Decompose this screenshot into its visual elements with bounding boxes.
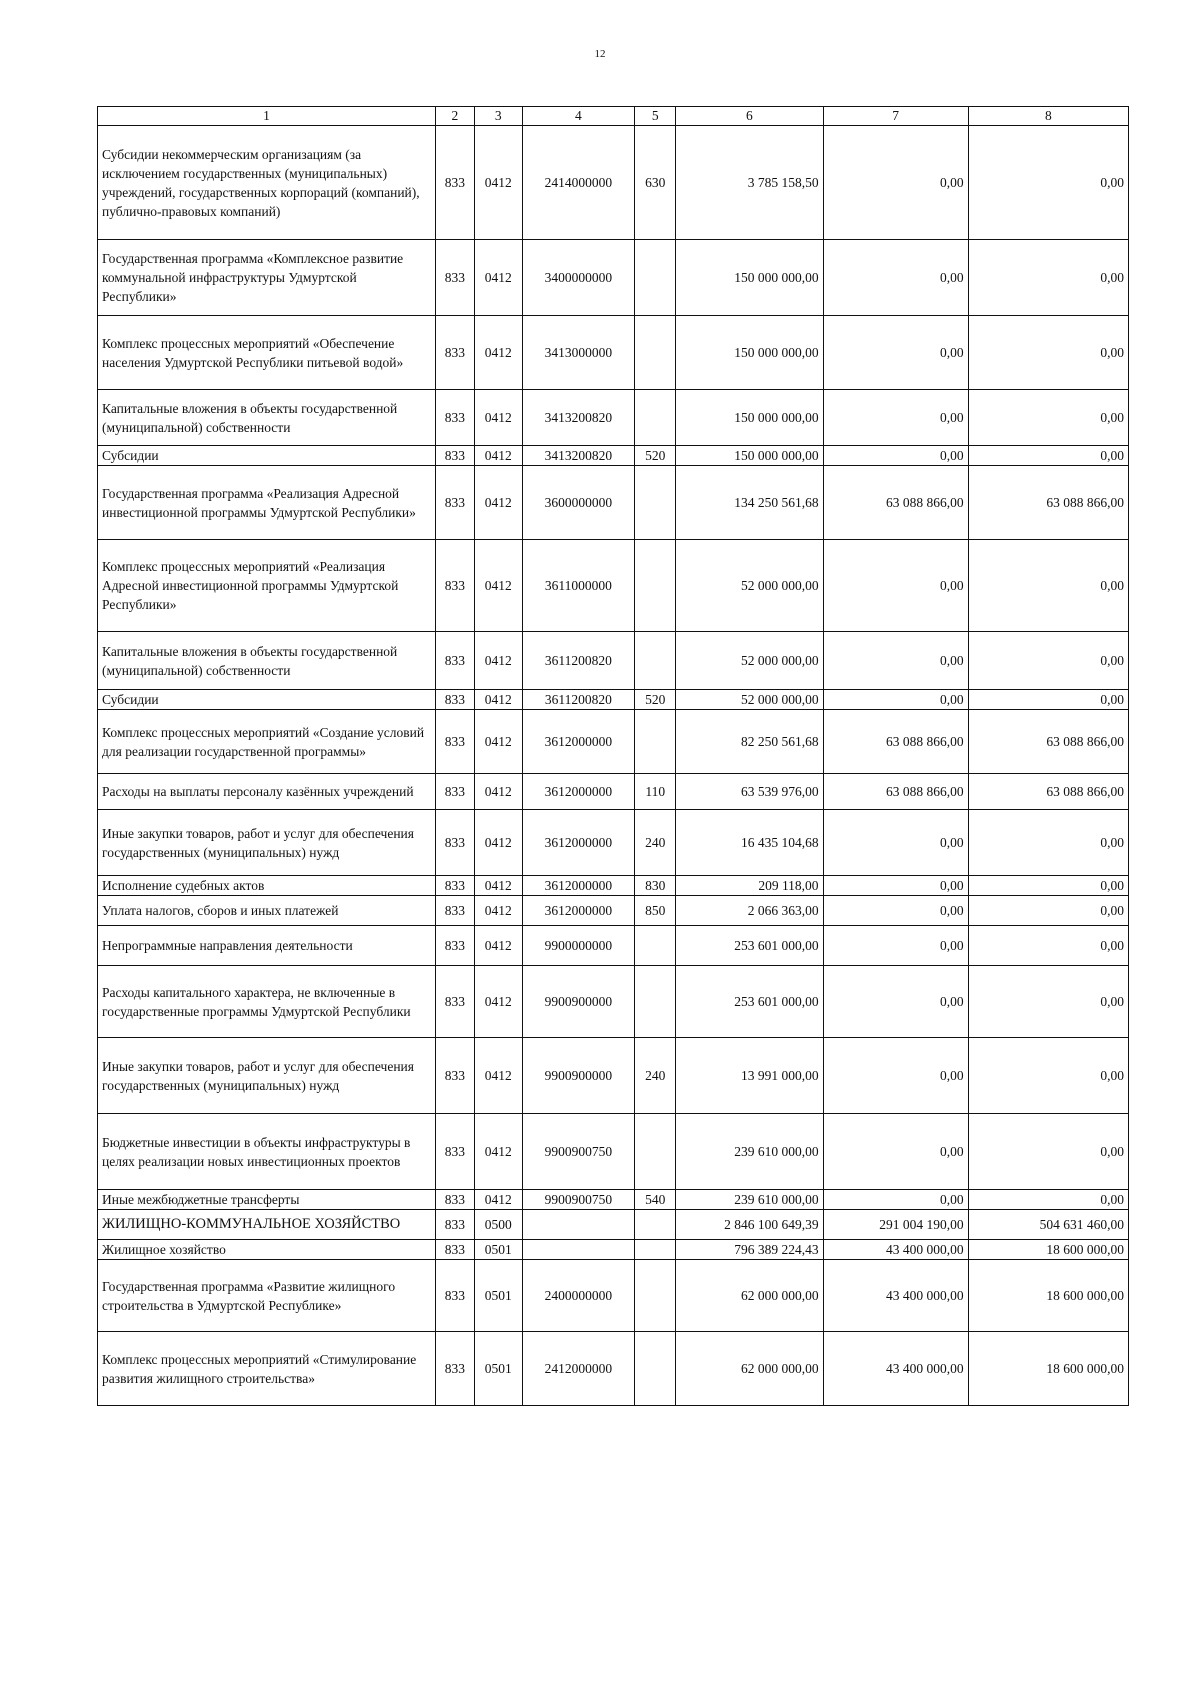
table-row: [98, 774, 1129, 810]
table-row: [98, 1260, 1129, 1332]
table-row: [98, 876, 1129, 896]
table-cell: 833: [435, 710, 474, 774]
table-cell: 0412: [474, 466, 522, 540]
header-cell: 8: [968, 107, 1128, 126]
table-cell: 2412000000: [522, 1332, 635, 1406]
table-cell: 833: [435, 1190, 474, 1210]
table-cell: 0412: [474, 240, 522, 316]
table-cell: 0,00: [968, 690, 1128, 710]
table-row: [98, 1190, 1129, 1210]
table-cell: 253 601 000,00: [676, 926, 823, 966]
table-cell: 240: [635, 810, 676, 876]
table-cell: 63 088 866,00: [968, 466, 1128, 540]
table-cell: [522, 1210, 635, 1240]
table-row: [98, 540, 1129, 632]
table-cell: Субсидии некоммерческим организациям (за исключением государственных (муниципальных) учреждений, государственных корпораций (компаний), публично-правовых компаний): [98, 126, 436, 240]
table-cell: [522, 1240, 635, 1260]
table-cell: 3413200820: [522, 390, 635, 446]
table-cell: 520: [635, 446, 676, 466]
table-cell: 833: [435, 896, 474, 926]
table-cell: 0412: [474, 390, 522, 446]
table-cell: 3612000000: [522, 774, 635, 810]
table-cell: 3413000000: [522, 316, 635, 390]
table-cell: Комплекс процессных мероприятий «Реализация Адресной инвестиционной программы Удмуртской Республики»: [98, 540, 436, 632]
table-cell: 0412: [474, 126, 522, 240]
table-cell: 0,00: [823, 966, 968, 1038]
table-cell: 3413200820: [522, 446, 635, 466]
table-cell: 833: [435, 1038, 474, 1114]
table-cell: 3612000000: [522, 876, 635, 896]
table-cell: Непрограммные направления деятельности: [98, 926, 436, 966]
table-row: [98, 1332, 1129, 1406]
table-cell: 833: [435, 466, 474, 540]
table-cell: Бюджетные инвестиции в объекты инфраструктуры в целях реализации новых инвестиционных проектов: [98, 1114, 436, 1190]
table-cell: 0,00: [968, 126, 1128, 240]
table-cell: 0,00: [968, 1190, 1128, 1210]
table-cell: 18 600 000,00: [968, 1332, 1128, 1406]
header-cell: 4: [522, 107, 635, 126]
table-cell: [635, 1114, 676, 1190]
table-cell: 3400000000: [522, 240, 635, 316]
table-cell: 150 000 000,00: [676, 240, 823, 316]
table-cell: 0,00: [823, 926, 968, 966]
table-cell: 0,00: [823, 896, 968, 926]
table-cell: 63 088 866,00: [823, 774, 968, 810]
table-cell: 0,00: [968, 926, 1128, 966]
table-cell: 0,00: [823, 126, 968, 240]
table-cell: 0412: [474, 632, 522, 690]
header-cell: 5: [635, 107, 676, 126]
table-cell: ЖИЛИЩНО-КОММУНАЛЬНОЕ ХОЗЯЙСТВО: [98, 1210, 436, 1240]
table-cell: [635, 540, 676, 632]
table-cell: [635, 966, 676, 1038]
table-cell: Расходы капитального характера, не включенные в государственные программы Удмуртской Республики: [98, 966, 436, 1038]
table-cell: Субсидии: [98, 446, 436, 466]
table-row: [98, 1240, 1129, 1260]
table-cell: [635, 632, 676, 690]
table-cell: 9900900750: [522, 1190, 635, 1210]
table-cell: 0412: [474, 774, 522, 810]
table-cell: 3612000000: [522, 710, 635, 774]
table-cell: 16 435 104,68: [676, 810, 823, 876]
table-cell: 18 600 000,00: [968, 1240, 1128, 1260]
table-row: [98, 1210, 1129, 1240]
table-cell: 0412: [474, 540, 522, 632]
table-cell: 833: [435, 926, 474, 966]
table-cell: 63 088 866,00: [968, 774, 1128, 810]
table-cell: 0,00: [968, 810, 1128, 876]
table-cell: 3611200820: [522, 632, 635, 690]
table-cell: 0412: [474, 1114, 522, 1190]
table-cell: 2414000000: [522, 126, 635, 240]
table-row: [98, 390, 1129, 446]
table-cell: 43 400 000,00: [823, 1332, 968, 1406]
table-cell: 833: [435, 316, 474, 390]
table-cell: [635, 466, 676, 540]
table-cell: 0,00: [968, 390, 1128, 446]
table-cell: 833: [435, 446, 474, 466]
table-cell: 150 000 000,00: [676, 316, 823, 390]
table-cell: 2400000000: [522, 1260, 635, 1332]
table-row: [98, 240, 1129, 316]
table-cell: 0,00: [968, 966, 1128, 1038]
table-cell: 540: [635, 1190, 676, 1210]
table-cell: Иные межбюджетные трансферты: [98, 1190, 436, 1210]
table-cell: 833: [435, 1332, 474, 1406]
table-cell: 630: [635, 126, 676, 240]
header-cell: 7: [823, 107, 968, 126]
table-cell: 0,00: [968, 540, 1128, 632]
table-cell: [635, 1332, 676, 1406]
table-cell: 0412: [474, 1190, 522, 1210]
table-cell: 18 600 000,00: [968, 1260, 1128, 1332]
budget-table: [97, 106, 1129, 1406]
table-row: [98, 1038, 1129, 1114]
table-cell: 0,00: [823, 876, 968, 896]
table-cell: 110: [635, 774, 676, 810]
table-cell: [635, 1210, 676, 1240]
table-cell: 833: [435, 810, 474, 876]
table-cell: 63 088 866,00: [823, 710, 968, 774]
table-cell: Субсидии: [98, 690, 436, 710]
table-cell: Государственная программа «Реализация Адресной инвестиционной программы Удмуртской Республики»: [98, 466, 436, 540]
table-cell: 0,00: [968, 240, 1128, 316]
table-cell: [635, 316, 676, 390]
table-cell: 63 539 976,00: [676, 774, 823, 810]
table-cell: [635, 240, 676, 316]
table-cell: 9900900000: [522, 1038, 635, 1114]
table-cell: 62 000 000,00: [676, 1260, 823, 1332]
table-cell: 239 610 000,00: [676, 1190, 823, 1210]
table-row: [98, 926, 1129, 966]
table-row: [98, 126, 1129, 240]
table-cell: 63 088 866,00: [968, 710, 1128, 774]
table-cell: 833: [435, 632, 474, 690]
table-cell: 2 846 100 649,39: [676, 1210, 823, 1240]
table-cell: 833: [435, 690, 474, 710]
table-cell: [635, 1260, 676, 1332]
table-cell: 833: [435, 540, 474, 632]
table-cell: 833: [435, 876, 474, 896]
header-cell: 2: [435, 107, 474, 126]
header-cell: 3: [474, 107, 522, 126]
table-cell: 0412: [474, 926, 522, 966]
table-cell: 13 991 000,00: [676, 1038, 823, 1114]
table-cell: Жилищное хозяйство: [98, 1240, 436, 1260]
table-cell: [635, 926, 676, 966]
table-cell: 0,00: [823, 1190, 968, 1210]
table-cell: 0,00: [823, 390, 968, 446]
table-cell: 0412: [474, 710, 522, 774]
table-cell: 0412: [474, 316, 522, 390]
table-cell: 504 631 460,00: [968, 1210, 1128, 1240]
table-cell: [635, 1240, 676, 1260]
table-body: [98, 126, 1129, 1406]
table-cell: Комплекс процессных мероприятий «Создание условий для реализации государственной программы»: [98, 710, 436, 774]
table-cell: 833: [435, 240, 474, 316]
table-cell: 0,00: [823, 240, 968, 316]
table-cell: 52 000 000,00: [676, 540, 823, 632]
table-cell: 239 610 000,00: [676, 1114, 823, 1190]
header-cell: 6: [676, 107, 823, 126]
table-cell: 63 088 866,00: [823, 466, 968, 540]
table-cell: 0,00: [968, 876, 1128, 896]
table-row: [98, 1114, 1129, 1190]
table-cell: 833: [435, 966, 474, 1038]
table-row: [98, 316, 1129, 390]
table-cell: 0,00: [823, 1114, 968, 1190]
table-cell: 43 400 000,00: [823, 1240, 968, 1260]
table-cell: 3600000000: [522, 466, 635, 540]
table-cell: 52 000 000,00: [676, 632, 823, 690]
table-cell: 0,00: [823, 690, 968, 710]
table-cell: 833: [435, 126, 474, 240]
table-cell: 0,00: [968, 1038, 1128, 1114]
table-cell: 0,00: [968, 896, 1128, 926]
table-row: [98, 632, 1129, 690]
table-cell: 291 004 190,00: [823, 1210, 968, 1240]
table-cell: 52 000 000,00: [676, 690, 823, 710]
table-cell: 0,00: [968, 1114, 1128, 1190]
table-cell: 0,00: [968, 316, 1128, 390]
table-cell: 796 389 224,43: [676, 1240, 823, 1260]
table-cell: 850: [635, 896, 676, 926]
table-cell: 0501: [474, 1260, 522, 1332]
table-cell: 0,00: [968, 446, 1128, 466]
table-cell: 0,00: [823, 316, 968, 390]
table-cell: 0,00: [968, 632, 1128, 690]
table-cell: 0501: [474, 1240, 522, 1260]
table-cell: 833: [435, 774, 474, 810]
table-cell: 0412: [474, 446, 522, 466]
table-row: [98, 810, 1129, 876]
table-cell: Иные закупки товаров, работ и услуг для обеспечения государственных (муниципальных) нужд: [98, 810, 436, 876]
table-cell: 830: [635, 876, 676, 896]
table-cell: 9900900750: [522, 1114, 635, 1190]
table-cell: 833: [435, 1114, 474, 1190]
table-cell: Комплекс процессных мероприятий «Стимулирование развития жилищного строительства»: [98, 1332, 436, 1406]
table-cell: 0501: [474, 1332, 522, 1406]
table-cell: 0412: [474, 896, 522, 926]
table-cell: 0,00: [823, 540, 968, 632]
table-cell: 0,00: [823, 1038, 968, 1114]
table-cell: Государственная программа «Комплексное развитие коммунальной инфраструктуры Удмуртской Республики»: [98, 240, 436, 316]
table-cell: Капитальные вложения в объекты государственной (муниципальной) собственности: [98, 632, 436, 690]
table-cell: Капитальные вложения в объекты государственной (муниципальной) собственности: [98, 390, 436, 446]
table-cell: 0500: [474, 1210, 522, 1240]
table-row: [98, 896, 1129, 926]
header-row: [98, 107, 1129, 126]
table-cell: 833: [435, 1260, 474, 1332]
table-cell: 3 785 158,50: [676, 126, 823, 240]
table-cell: 0412: [474, 810, 522, 876]
table-cell: 0,00: [823, 446, 968, 466]
table-row: [98, 446, 1129, 466]
table-cell: 9900900000: [522, 966, 635, 1038]
table-cell: 833: [435, 1240, 474, 1260]
table-cell: 0,00: [823, 810, 968, 876]
table-cell: 520: [635, 690, 676, 710]
table-cell: 0412: [474, 876, 522, 896]
table-cell: Государственная программа «Развитие жилищного строительства в Удмуртской Республике»: [98, 1260, 436, 1332]
header-cell: 1: [98, 107, 436, 126]
table-cell: 3612000000: [522, 810, 635, 876]
table-cell: 150 000 000,00: [676, 446, 823, 466]
table-cell: Исполнение судебных актов: [98, 876, 436, 896]
table-cell: Уплата налогов, сборов и иных платежей: [98, 896, 436, 926]
table-row: [98, 466, 1129, 540]
table-header: [98, 107, 1129, 126]
table-cell: 2 066 363,00: [676, 896, 823, 926]
table-cell: 833: [435, 1210, 474, 1240]
table-cell: Расходы на выплаты персоналу казённых учреждений: [98, 774, 436, 810]
table-row: [98, 710, 1129, 774]
table-cell: 150 000 000,00: [676, 390, 823, 446]
table-cell: 253 601 000,00: [676, 966, 823, 1038]
table-cell: [635, 710, 676, 774]
table-cell: 833: [435, 390, 474, 446]
table-cell: 209 118,00: [676, 876, 823, 896]
table-cell: 0412: [474, 966, 522, 1038]
table-cell: 3611200820: [522, 690, 635, 710]
table-cell: Иные закупки товаров, работ и услуг для обеспечения государственных (муниципальных) нужд: [98, 1038, 436, 1114]
table-cell: 3612000000: [522, 896, 635, 926]
table-cell: 9900000000: [522, 926, 635, 966]
page-number: 12: [594, 48, 606, 60]
table-row: [98, 690, 1129, 710]
table-cell: 82 250 561,68: [676, 710, 823, 774]
table-cell: 240: [635, 1038, 676, 1114]
table-cell: 3611000000: [522, 540, 635, 632]
table-cell: 134 250 561,68: [676, 466, 823, 540]
table-cell: Комплекс процессных мероприятий «Обеспечение населения Удмуртской Республики питьевой водой»: [98, 316, 436, 390]
table-cell: 62 000 000,00: [676, 1332, 823, 1406]
table-cell: 0412: [474, 690, 522, 710]
table-cell: 0,00: [823, 632, 968, 690]
table-cell: [635, 390, 676, 446]
table-row: [98, 966, 1129, 1038]
table-cell: 43 400 000,00: [823, 1260, 968, 1332]
table-cell: 0412: [474, 1038, 522, 1114]
